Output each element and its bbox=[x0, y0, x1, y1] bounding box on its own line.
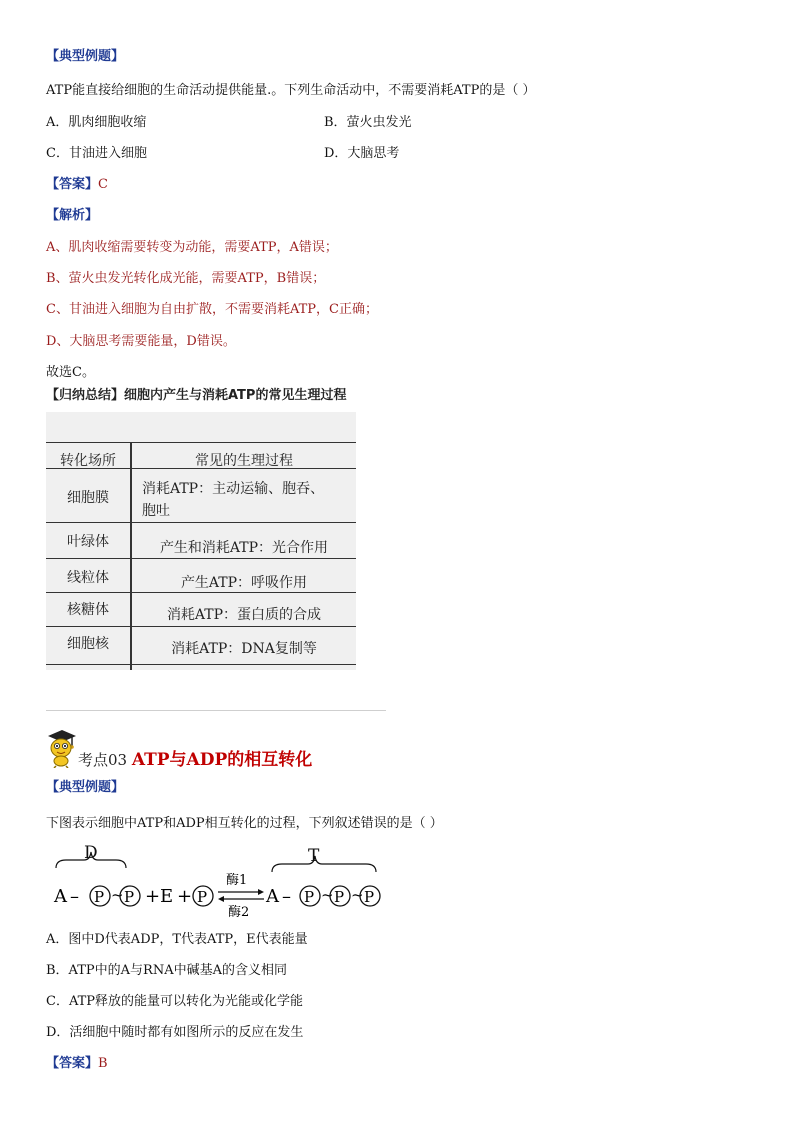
summary-table bbox=[46, 412, 356, 670]
example-heading-2: 【典型例题】 bbox=[46, 780, 125, 795]
atp-adp-reaction-diagram bbox=[46, 840, 406, 920]
table-row-rule bbox=[46, 592, 356, 593]
tilde-symbol: ~ bbox=[321, 886, 334, 904]
energy-label: E bbox=[160, 886, 174, 907]
analysis-heading: 【解析】 bbox=[46, 208, 99, 223]
graduate-mascot-icon bbox=[44, 728, 78, 768]
label-d: D bbox=[84, 843, 98, 863]
plus-symbol: + bbox=[177, 886, 193, 907]
option-d: D．大脑思考 bbox=[324, 146, 400, 161]
tilde-symbol: ~ bbox=[351, 886, 364, 904]
plus-symbol: + bbox=[145, 886, 161, 907]
question-text-2: 下图表示细胞中ATP和ADP相互转化的过程，下列叙述错误的是（ ） bbox=[46, 816, 443, 831]
analysis-line-d: D、大脑思考需要能量，D错误。 bbox=[46, 334, 236, 349]
enzyme-2-label: 酶2 bbox=[228, 905, 250, 920]
table-row-place: 核糖体 bbox=[67, 602, 109, 618]
table-row-place: 细胞膜 bbox=[67, 490, 109, 506]
adenosine-label: A bbox=[54, 886, 67, 907]
section-divider bbox=[46, 710, 386, 711]
label-t: T bbox=[308, 846, 320, 866]
table-row-rule bbox=[46, 626, 356, 627]
option-d-2: D．活细胞中随时都有如图所示的反应在发生 bbox=[46, 1025, 304, 1040]
table-row-rule bbox=[46, 522, 356, 523]
dash-symbol: – bbox=[282, 886, 291, 907]
analysis-line-c: C、甘油进入细胞为自由扩散，不需要消耗ATP，C正确； bbox=[46, 302, 378, 317]
answer-line bbox=[46, 177, 108, 193]
table-row-place: 细胞核 bbox=[67, 636, 109, 652]
answer-value: C bbox=[98, 177, 108, 192]
example-heading: 【典型例题】 bbox=[46, 49, 125, 64]
answer-value-2: B bbox=[98, 1056, 108, 1071]
conclusion-text: 故选C。 bbox=[46, 365, 95, 380]
enzyme-1-label: 酶1 bbox=[226, 873, 248, 888]
table-header-process: 常见的生理过程 bbox=[195, 453, 293, 469]
phosphate-label: P bbox=[124, 888, 135, 906]
phosphate-label: P bbox=[364, 888, 375, 906]
table-row-process: 消耗ATP：主动运输、胞吞、 bbox=[142, 481, 325, 497]
kaodian-topic: ATP与ADP的相互转化 bbox=[131, 750, 313, 770]
table-header-place: 转化场所 bbox=[60, 453, 116, 469]
table-row-place: 线粒体 bbox=[67, 570, 109, 586]
answer-label-2: 【答案】 bbox=[46, 1056, 99, 1071]
forward-arrowhead bbox=[258, 889, 264, 895]
phosphate-label: P bbox=[94, 888, 105, 906]
kaodian-title bbox=[78, 750, 312, 772]
summary-title: 【归纳总结】细胞内产生与消耗ATP的常见生理过程 bbox=[46, 388, 347, 403]
option-a: A．肌肉细胞收缩 bbox=[46, 115, 147, 130]
dash-symbol: – bbox=[70, 886, 79, 907]
table-row-process: 消耗ATP：DNA复制等 bbox=[171, 641, 317, 657]
table-bottom-rule bbox=[46, 664, 356, 665]
adenosine-label: A bbox=[266, 886, 279, 907]
phosphate-label: P bbox=[304, 888, 315, 906]
table-row-process-cont: 胞吐 bbox=[142, 503, 170, 519]
analysis-line-a: A、肌肉收缩需要转变为动能，需要ATP，A错误； bbox=[46, 240, 338, 255]
answer-line-2 bbox=[46, 1056, 108, 1072]
analysis-line-b: B、萤火虫发光转化成光能，需要ATP，B错误； bbox=[46, 271, 326, 286]
brace-t bbox=[272, 856, 376, 872]
option-b-2: B．ATP中的A与RNA中碱基A的含义相同 bbox=[46, 963, 287, 978]
answer-label: 【答案】 bbox=[46, 177, 99, 192]
option-a-2: A．图中D代表ADP，T代表ATP，E代表能量 bbox=[46, 932, 308, 947]
table-row-process: 产生和消耗ATP：光合作用 bbox=[159, 540, 329, 556]
reverse-arrowhead bbox=[218, 896, 224, 902]
table-top-rule bbox=[46, 442, 356, 443]
table-row-place: 叶绿体 bbox=[67, 534, 109, 550]
table-row-rule bbox=[46, 558, 356, 559]
phosphate-label: P bbox=[197, 888, 208, 906]
table-header-rule bbox=[46, 468, 356, 469]
option-c-2: C．ATP释放的能量可以转化为光能或化学能 bbox=[46, 994, 304, 1009]
question-text: ATP能直接给细胞的生命活动提供能量.。下列生命活动中，不需要消耗ATP的是（ ） bbox=[46, 83, 536, 98]
tilde-symbol: ~ bbox=[111, 886, 124, 904]
table-row-process: 产生ATP：呼吸作用 bbox=[180, 575, 308, 591]
kaodian-prefix: 考点03 bbox=[78, 751, 132, 769]
phosphate-label: P bbox=[334, 888, 345, 906]
option-b: B．萤火虫发光 bbox=[324, 115, 412, 130]
option-c: C．甘油进入细胞 bbox=[46, 146, 147, 161]
table-row-process: 消耗ATP：蛋白质的合成 bbox=[166, 607, 322, 623]
